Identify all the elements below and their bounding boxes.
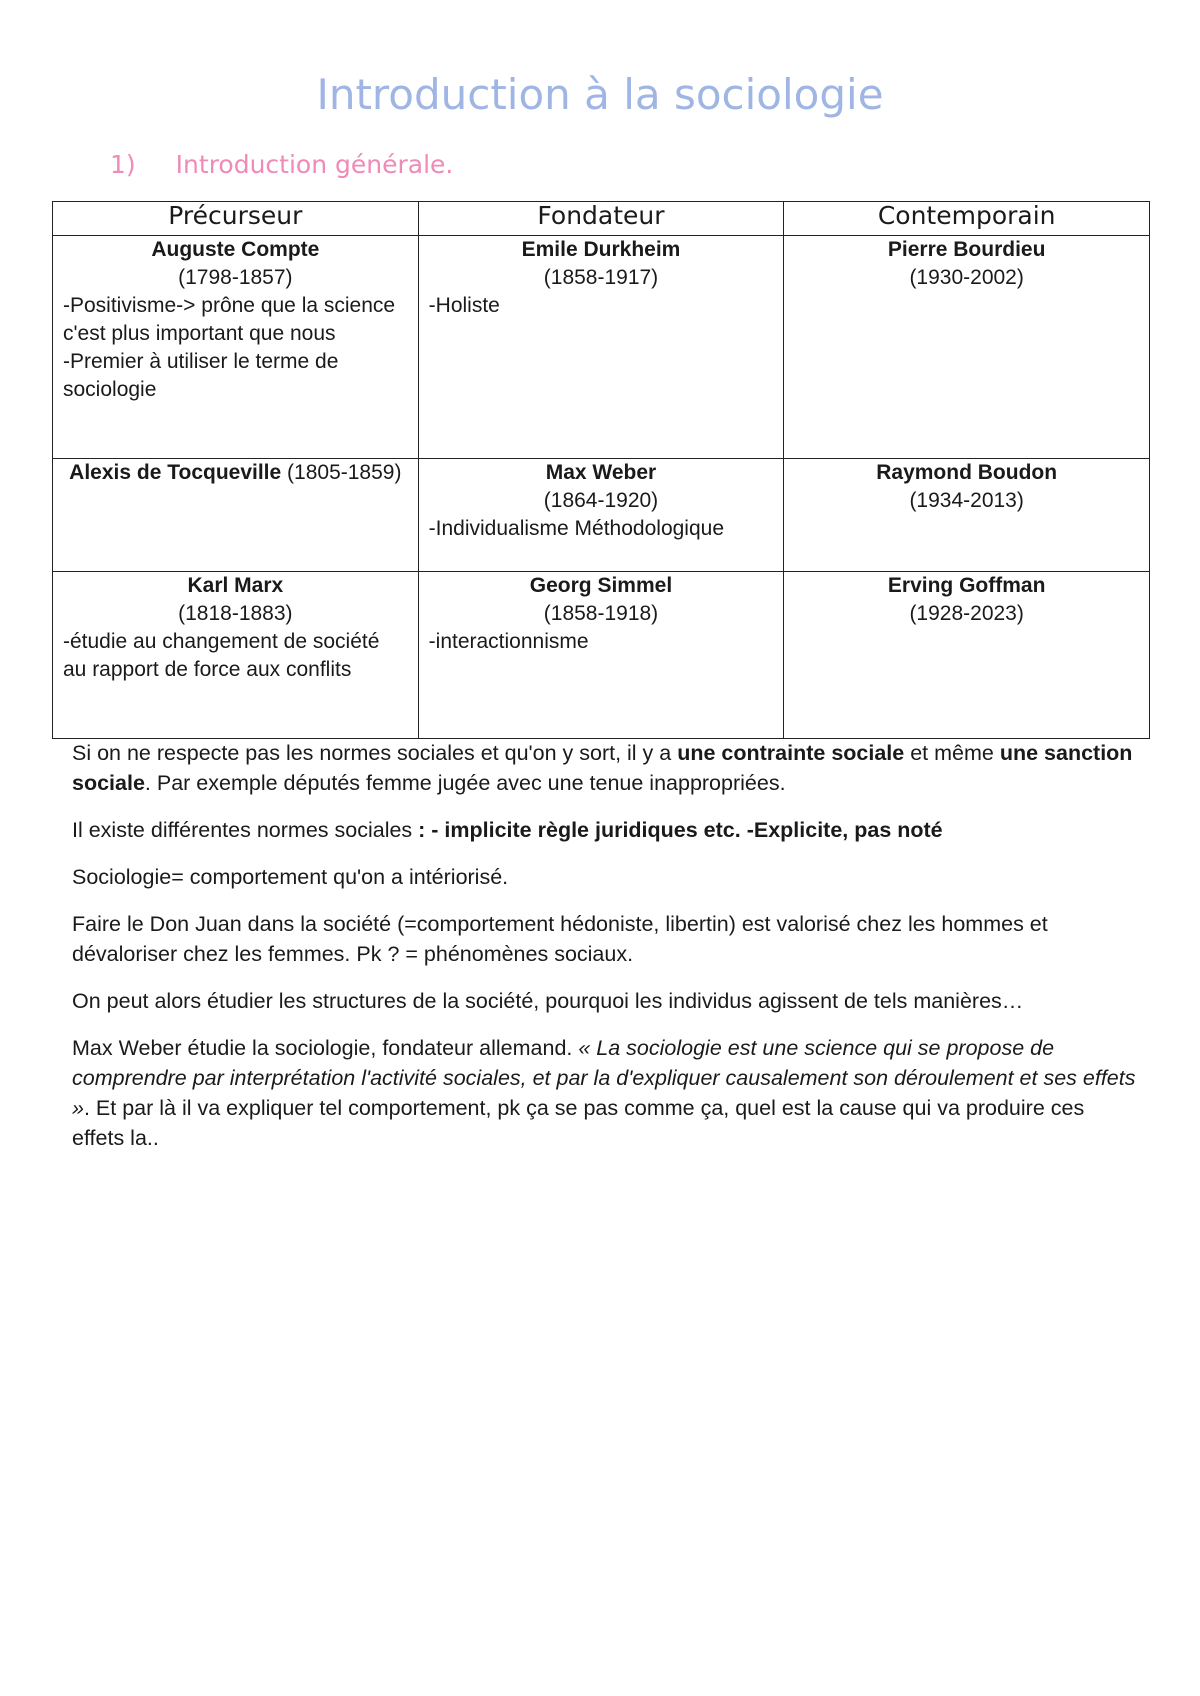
person-dates: (1818-1883) — [178, 602, 293, 625]
text-run: . Et par là il va expliquer tel comportement, pk ça se pas comme ça, quel est la cause qui va produire ces effets la.. — [72, 1096, 1085, 1150]
table-row — [53, 572, 1150, 739]
table-row — [53, 459, 1150, 572]
person-name-and-dates — [63, 459, 408, 487]
person-note: -Positivisme-> prône que la science c'est plus important que nous — [63, 294, 396, 345]
paragraph-max-weber — [72, 1033, 1142, 1153]
paragraph-structures: On peut alors étudier les structures de la société, pourquoi les individus agissent de tels manières… — [72, 989, 1024, 1013]
person-dates: (1858-1917) — [543, 266, 659, 289]
person-note: -étudie au changement de société au rapport de force aux conflits — [63, 630, 380, 681]
person-dates: (1930-2002) — [909, 266, 1024, 289]
text-run: Il existe différentes normes sociales — [72, 818, 419, 842]
cell-contemporary — [784, 236, 1150, 459]
person-note: -interactionnisme — [428, 630, 589, 653]
header-contemporary: Contemporain — [784, 202, 1150, 236]
sociologists-table-wrapper — [52, 201, 1150, 739]
header-precursor: Précurseur — [53, 202, 419, 236]
cell-founder — [418, 236, 784, 459]
person-note: -Holiste — [428, 294, 500, 317]
person-name: Max Weber — [545, 461, 657, 484]
section-title: Introduction générale. — [175, 150, 454, 179]
text-run: Max Weber étudie la sociologie, fondateur allemand. — [72, 1036, 579, 1060]
text-run: Si on ne respecte pas les normes sociales et qu'on y sort, il y a — [72, 741, 678, 765]
person-dates: (1934-2013) — [909, 489, 1024, 512]
paragraph-social-constraint — [72, 738, 1142, 798]
person-name: Pierre Bourdieu — [887, 238, 1046, 261]
person-note: -Premier à utiliser le terme de sociologie — [63, 350, 339, 401]
cell-founder — [418, 459, 784, 572]
person-note: -Individualisme Méthodologique — [428, 517, 724, 540]
person-dates: (1805-1859) — [287, 461, 402, 484]
section-heading — [110, 150, 453, 179]
sociologists-table — [52, 201, 1150, 739]
header-founder: Fondateur — [418, 202, 784, 236]
paragraph-social-norms — [72, 815, 1142, 845]
text-run: et même — [904, 741, 1000, 765]
person-dates: (1864-1920) — [543, 489, 659, 512]
cell-precursor — [53, 236, 419, 459]
section-number: 1) — [110, 150, 136, 179]
table-header-row — [53, 202, 1150, 236]
body-text — [72, 738, 1142, 1170]
person-dates: (1928-2023) — [909, 602, 1024, 625]
document-title: Introduction à la sociologie — [316, 70, 884, 119]
person-name: Alexis de Tocqueville — [69, 461, 282, 484]
person-name: Emile Durkheim — [521, 238, 681, 261]
cell-precursor — [53, 459, 419, 572]
person-name: Raymond Boudon — [876, 461, 1058, 484]
italic-quote: « La sociologie est une science qui se propose de comprendre par interprétation l'activité sociales, et par la d'expliquer causalement son déroulement et ses effets » — [72, 1036, 1136, 1120]
text-run: . Par exemple députés femme jugée avec une tenue inappropriées. — [144, 771, 786, 795]
person-name: Georg Simmel — [529, 574, 673, 597]
cell-precursor — [53, 572, 419, 739]
cell-contemporary — [784, 572, 1150, 739]
bold-term: une contrainte sociale — [677, 741, 905, 765]
bold-term: une sanction sociale — [72, 741, 1133, 795]
bold-term: : - implicite règle juridiques etc. -Explicite, pas noté — [418, 818, 943, 842]
person-name: Karl Marx — [187, 574, 284, 597]
person-dates: (1858-1918) — [543, 602, 659, 625]
paragraph-don-juan: Faire le Don Juan dans la société (=comportement hédoniste, libertin) est valorisé chez les hommes et dévaloriser chez les femmes. Pk ? = phénomènes sociaux. — [72, 912, 1048, 966]
person-dates: (1798-1857) — [178, 266, 293, 289]
cell-founder — [418, 572, 784, 739]
cell-contemporary — [784, 459, 1150, 572]
person-name: Erving Goffman — [887, 574, 1046, 597]
table-row — [53, 236, 1150, 459]
paragraph-sociology-definition: Sociologie= comportement qu'on a intériorisé. — [72, 865, 509, 889]
person-name: Auguste Compte — [151, 238, 320, 261]
